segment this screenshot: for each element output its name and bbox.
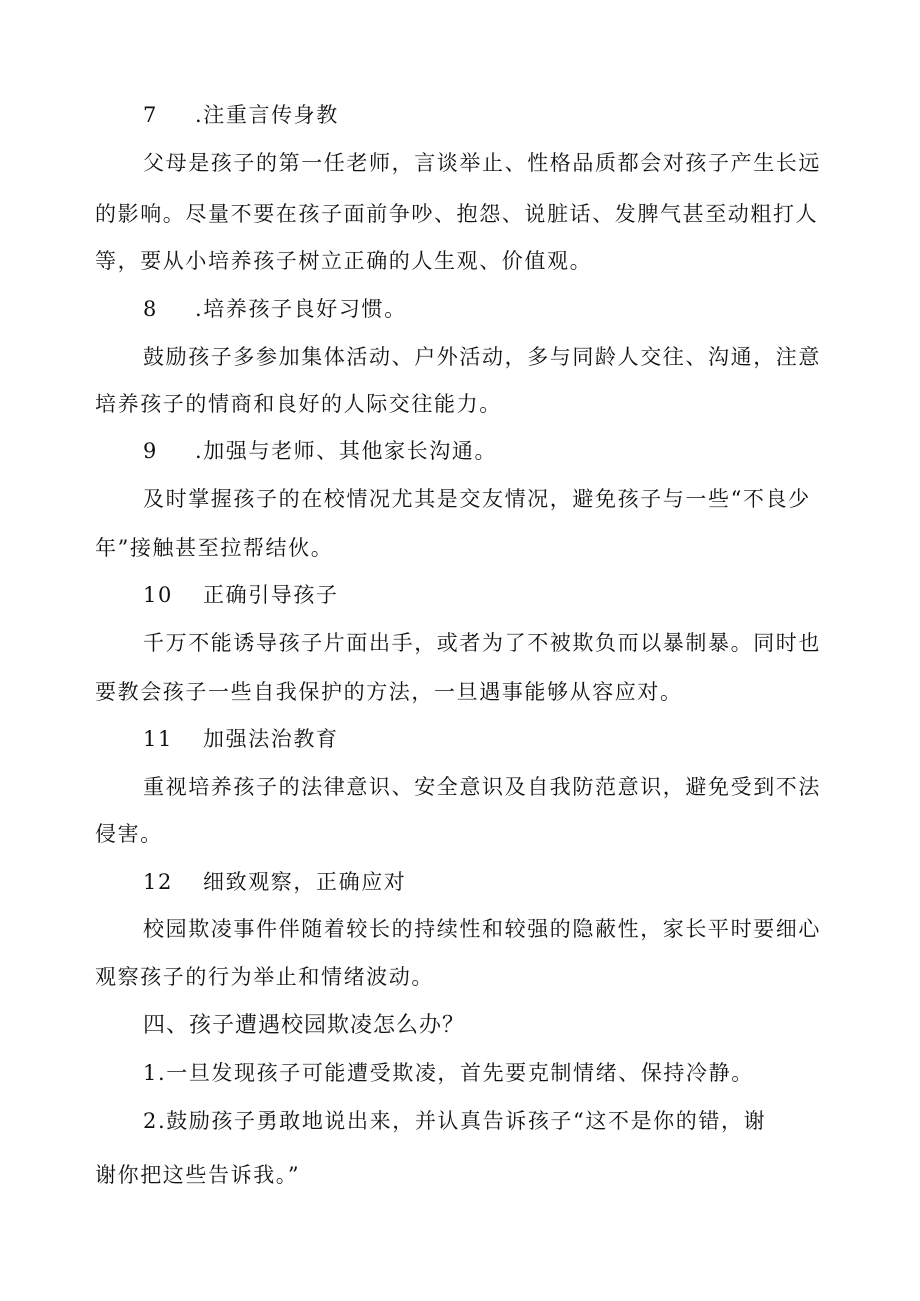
item-heading-9 [143, 438, 888, 465]
paragraph-line: 年”接触甚至拉帮结伙。 [95, 536, 334, 560]
item-title: 加强法治教育 [203, 727, 339, 751]
paragraph-line: 重视培养孩子的法律意识、安全意识及自我防范意识，避免受到不法 [143, 775, 821, 799]
item-heading-7 [143, 102, 888, 129]
paragraph-line: 校园欺凌事件伴随着较长的持续性和较强的隐蔽性，家长平时要细心 [143, 917, 821, 941]
paragraph-line: 要教会孩子一些自我保护的方法，一旦遇事能够从容应对。 [95, 680, 683, 704]
step-line: 谢你把这些告诉我。” [95, 1163, 301, 1187]
paragraph-line: 观察孩子的行为举止和情绪波动。 [95, 965, 434, 989]
item-number: 12 [143, 870, 173, 894]
paragraph-line: 侵害。 [95, 822, 163, 846]
item-title: .加强与老师、其他家长沟通。 [195, 439, 498, 463]
item-number: 10 [143, 583, 173, 607]
item-heading-10 [143, 582, 888, 609]
item-title: 正确引导孩子 [203, 583, 339, 607]
item-heading-8 [143, 296, 888, 323]
item-title: 细致观察，正确应对 [203, 870, 407, 894]
item-title: .注重言传身教 [195, 103, 339, 127]
paragraph-line: 鼓励孩子多参加集体活动、户外活动，多与同龄人交往、沟通，注意 [143, 345, 821, 369]
step-line: 1.一旦发现孩子可能遭受欺凌，首先要克制情绪、保持冷静。 [143, 1061, 754, 1085]
item-heading-12 [143, 869, 888, 896]
paragraph-line: 培养孩子的情商和良好的人际交往能力。 [95, 392, 502, 416]
section-heading: 四、孩子遭遇校园欺凌怎么办？ [143, 1013, 466, 1038]
item-heading-11 [143, 726, 888, 753]
step-line: 2.鼓励孩子勇敢地说出来，并认真告诉孩子“这不是你的错，谢 [143, 1109, 767, 1133]
paragraph-line: 的影响。尽量不要在孩子面前争吵、抱怨、说脏话、发脾气甚至动粗打人 [95, 202, 819, 226]
paragraph-line: 千万不能诱导孩子片面出手，或者为了不被欺负而以暴制暴。同时也 [143, 631, 821, 655]
paragraph-line: 等，要从小培养孩子树立正确的人生观、价值观。 [95, 249, 593, 273]
item-title: .培养孩子良好习惯。 [195, 297, 407, 321]
item-number: 8 [143, 297, 158, 321]
paragraph-line: 及时掌握孩子的在校情况尤其是交友情况，避免孩子与一些“不良少 [143, 487, 811, 511]
item-number: 9 [143, 439, 158, 463]
item-number: 7 [143, 103, 158, 127]
paragraph-line: 父母是孩子的第一任老师，言谈举止、性格品质都会对孩子产生长远 [143, 151, 821, 175]
item-number: 11 [143, 727, 173, 751]
